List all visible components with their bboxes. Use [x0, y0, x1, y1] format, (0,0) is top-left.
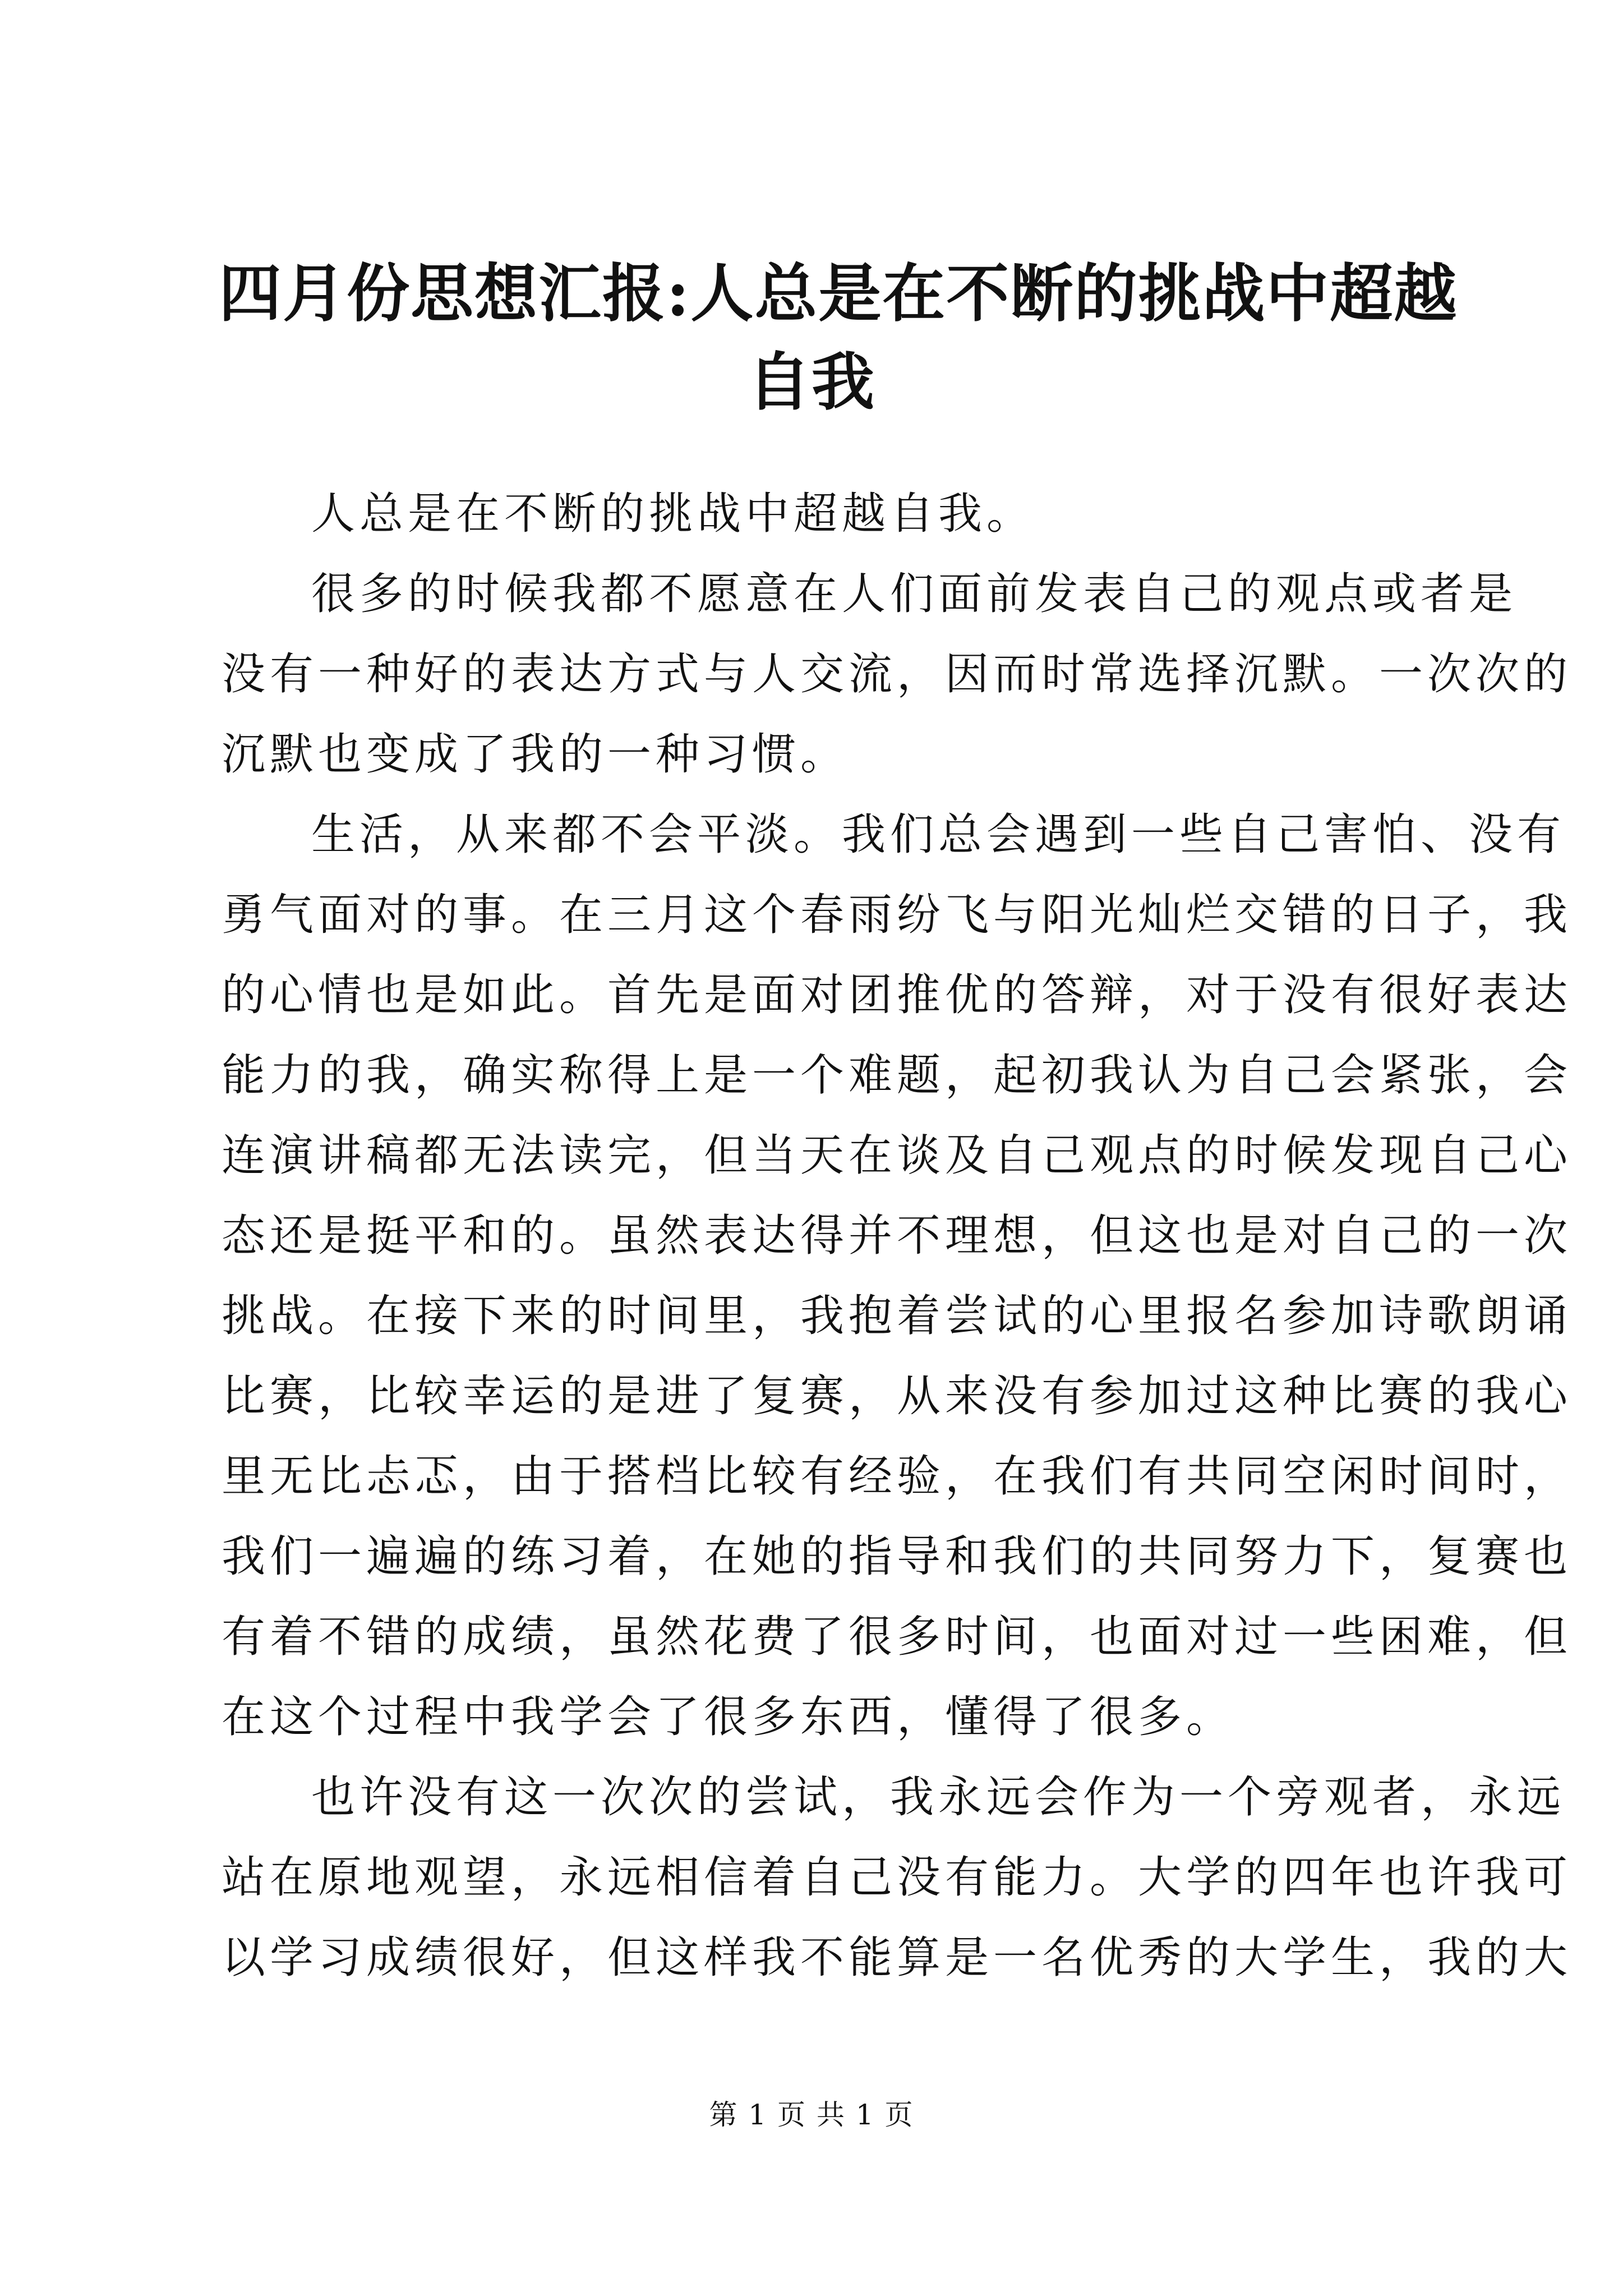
document-title — [219, 250, 1458, 427]
text-line: 态还是挺平和的。虽然表达得并不理想，但这也是对自己的一次 — [222, 1211, 1573, 1261]
text-line: 很多的时候我都不愿意在人们面前发表自己的观点或者是 — [311, 569, 1518, 619]
paragraph — [222, 1757, 1573, 1998]
paragraph — [222, 554, 1573, 795]
title-line: 四月份思想汇报:人总是在不断的挑战中超越 — [219, 257, 1458, 330]
text-line: 里无比忐忑，由于搭档比较有经验，在我们有共同空闲时间时， — [222, 1451, 1573, 1502]
title-line: 自我 — [748, 346, 875, 419]
text-line: 勇气面对的事。在三月这个春雨纷飞与阳光灿烂交错的日子，我 — [222, 890, 1573, 940]
text-line: 人总是在不断的挑战中超越自我。 — [311, 489, 1035, 539]
text-line: 站在原地观望，永远相信着自己没有能力。大学的四年也许我可 — [222, 1852, 1573, 1903]
text-line: 生活，从来都不会平淡。我们总会遇到一些自己害怕、没有 — [311, 809, 1566, 860]
text-line: 连演讲稿都无法读完，但当天在谈及自己观点的时候发现自己心 — [222, 1130, 1573, 1181]
text-line: 有着不错的成绩，虽然花费了很多时间，也面对过一些困难，但 — [222, 1612, 1573, 1662]
paragraph — [222, 474, 1399, 554]
text-line: 沉默也变成了我的一种习惯。 — [222, 729, 849, 780]
paragraph — [222, 795, 1573, 1757]
text-line: 没有一种好的表达方式与人交流，因而时常选择沉默。一次次的 — [222, 649, 1573, 700]
text-line: 以学习成绩很好，但这样我不能算是一名优秀的大学生，我的大 — [222, 1932, 1573, 1983]
page-footer: 第 1 页 共 1 页 — [709, 2099, 914, 2131]
text-line: 比赛，比较幸运的是进了复赛，从来没有参加过这种比赛的我心 — [222, 1371, 1573, 1421]
text-line: 我们一遍遍的练习着，在她的指导和我们的共同努力下，复赛也 — [222, 1531, 1573, 1582]
text-line: 挑战。在接下来的时间里，我抱着尝试的心里报名参加诗歌朗诵 — [222, 1291, 1573, 1341]
document-body — [222, 474, 1573, 1998]
text-line: 也许没有这一次次的尝试，我永远会作为一个旁观者，永远 — [311, 1772, 1566, 1823]
text-line: 的心情也是如此。首先是面对团推优的答辩，对于没有很好表达 — [222, 970, 1573, 1020]
text-line: 能力的我，确实称得上是一个难题，起初我认为自己会紧张，会 — [222, 1050, 1573, 1101]
text-line: 在这个过程中我学会了很多东西，懂得了很多。 — [222, 1692, 1235, 1742]
